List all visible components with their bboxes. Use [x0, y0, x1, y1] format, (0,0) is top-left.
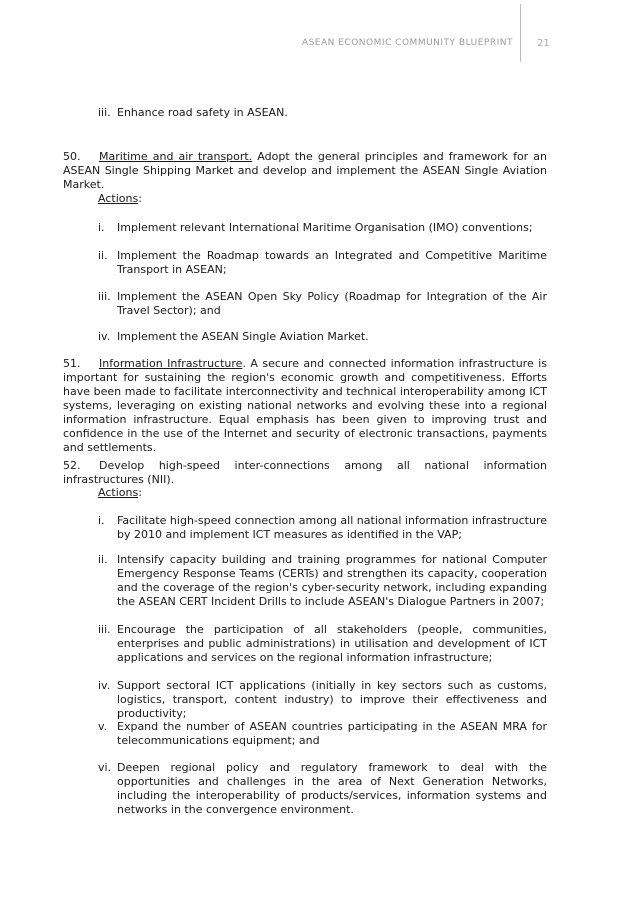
item-text: Expand the number of ASEAN countries participating in the ASEAN MRA for telecommunications equipment; and	[117, 720, 547, 747]
item-text: Implement the Roadmap towards an Integrated and Competitive Maritime Transport in ASEAN;	[117, 249, 547, 276]
item-numeral: i.	[98, 514, 105, 527]
paragraph-text: . A secure and connected information infrastructure is important for sustaining the region's economic growth and competitiveness. Efforts have been made to facilitate interconnectivity and technical interoperability among ICT systems, leveraging on existing national networks and evolving these into a regional information infrastructure. Equal emphasis has been given to improving trust and confidence in the use of the Internet and security of electronic transactions, payments and settlements.	[63, 357, 547, 454]
paragraph-52	[63, 459, 547, 487]
item-numeral: ii.	[98, 553, 108, 566]
list-item	[98, 553, 547, 609]
header-divider	[520, 4, 521, 62]
paragraph-number: 50.	[63, 150, 81, 163]
item-text: Support sectoral ICT applications (initially in key sectors such as customs, logistics, transport, content industry) to improve their effectiveness and productivity;	[117, 679, 547, 720]
item-numeral: iii.	[98, 623, 111, 636]
item-numeral: vi.	[98, 761, 112, 774]
paragraph-text: Develop high-speed inter-connections among all national information infrastructures (NII).	[63, 459, 547, 486]
list-item	[98, 106, 547, 120]
paragraph-number: 51.	[63, 357, 81, 370]
actions-label: Actions:	[98, 192, 142, 205]
item-text: Deepen regional policy and regulatory framework to deal with the opportunities and challenges in the area of Next Generation Networks, including the interoperability of products/services, information systems and networks in the convergence environment.	[117, 761, 547, 816]
list-item	[98, 514, 547, 542]
paragraph-50	[63, 150, 547, 192]
list-item	[98, 221, 547, 235]
item-text: Intensify capacity building and training programmes for national Computer Emergency Response Teams (CERTs) and strengthen its capacity, cooperation and the coverage of the region's cyber-security network, including expanding the ASEAN CERT Incident Drills to include ASEAN's Dialogue Partners in 2007;	[117, 553, 547, 608]
actions-label: Actions:	[98, 486, 142, 499]
paragraph-51	[63, 357, 547, 455]
page-number: 21	[537, 38, 550, 49]
list-item	[98, 330, 547, 344]
item-numeral: iii.	[98, 290, 111, 303]
list-item	[98, 249, 547, 277]
paragraph-heading: Information Infrastructure	[99, 357, 243, 370]
item-numeral: iv.	[98, 679, 111, 692]
item-numeral: iv.	[98, 330, 111, 343]
item-text: Implement the ASEAN Open Sky Policy (Roadmap for Integration of the Air Travel Sector); and	[117, 290, 547, 317]
list-item	[98, 290, 547, 318]
item-text: Implement relevant International Maritime Organisation (IMO) conventions;	[117, 221, 533, 234]
item-numeral: ii.	[98, 249, 108, 262]
item-numeral: iii.	[98, 106, 111, 119]
list-item	[98, 720, 547, 748]
list-item	[98, 623, 547, 665]
item-text: Facilitate high-speed connection among all national information infrastructure by 2010 and implement ICT measures as identified in the VAP;	[117, 514, 547, 541]
item-numeral: v.	[98, 720, 108, 733]
item-text: Enhance road safety in ASEAN.	[117, 106, 288, 119]
item-numeral: i.	[98, 221, 105, 234]
paragraph-text: Adopt the general principles and framework for an ASEAN Single Shipping Market and develop and implement the ASEAN Single Aviation Market.	[63, 150, 547, 191]
list-item	[98, 679, 547, 721]
item-text: Implement the ASEAN Single Aviation Market.	[117, 330, 369, 343]
paragraph-heading: Maritime and air transport.	[99, 150, 253, 163]
paragraph-number: 52.	[63, 459, 81, 472]
item-text: Encourage the participation of all stakeholders (people, communities, enterprises and public administrations) in utilisation and development of ICT applications and services on the regional information infrastructure;	[117, 623, 547, 664]
list-item	[98, 761, 547, 817]
running-header-title: ASEAN ECONOMIC COMMUNITY BLUEPRINT	[301, 38, 513, 48]
